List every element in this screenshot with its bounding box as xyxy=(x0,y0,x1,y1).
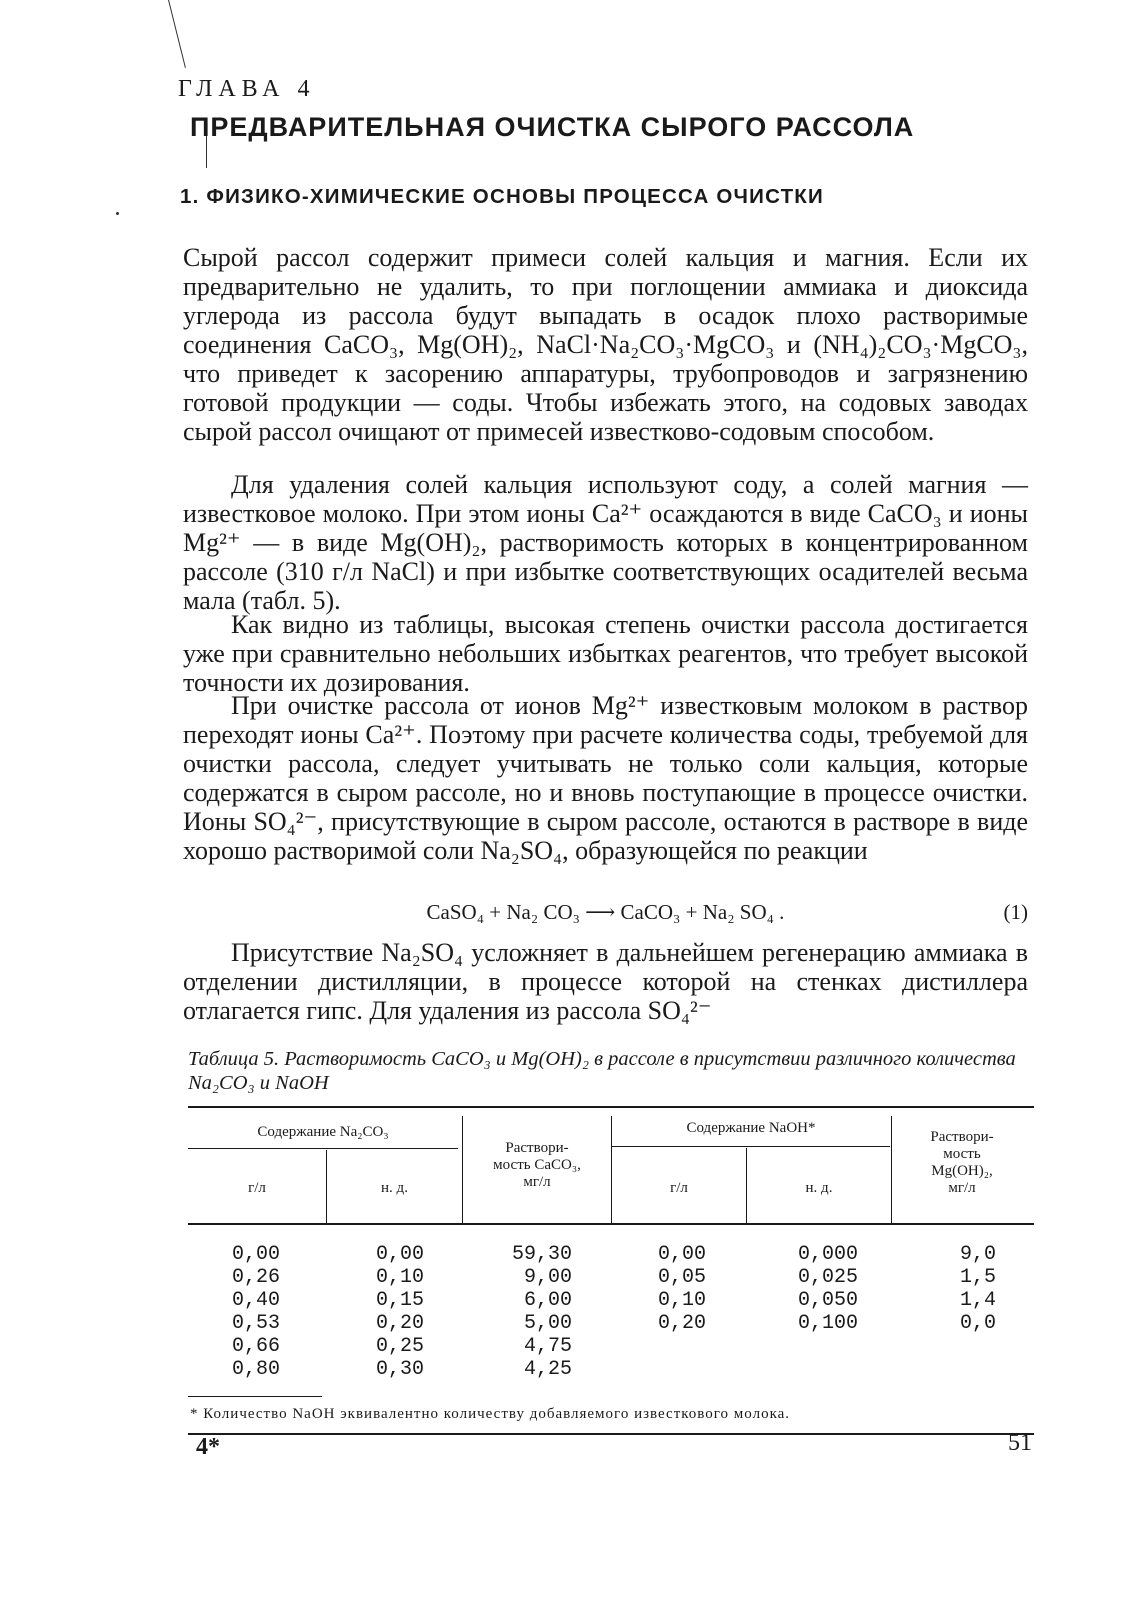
paragraph-text: При очистке рассола от ионов Mg²⁺ известковым молоком в раствор переходят ионы Ca²⁺. Поэтому при расчете количества соды, требуемой для очистки рассола, следует учитывать не только соли кальция, которые содержатся в сыром рассоле, но и вновь поступающие в процессе очистки. Ионы SO₄²⁻, присутствующие в сыром рассоле, остаются в растворе в виде хорошо растворимой соли Na₂SO₄, образующейся по реакции xyxy=(183,691,1028,865)
signature-mark: 4* xyxy=(196,1434,220,1460)
table-header-rule xyxy=(188,1223,1034,1225)
table-cell: 0,20 xyxy=(375,1312,424,1335)
paragraph-text: Как видно из таблицы, высокая степень очистки рассола достигается уже при сравнительно небольших избытках реагентов, что требует высокой точности их дозирования. xyxy=(183,610,1028,697)
table-cell: 5,00 xyxy=(523,1312,572,1335)
header-na2co3-gl: г/л xyxy=(248,1180,266,1196)
table-cell: 0,000 xyxy=(797,1243,858,1266)
group-underline-naoh xyxy=(612,1146,890,1147)
column-na2co3-gl xyxy=(196,1243,280,1381)
table-cell: 0,00 xyxy=(231,1243,280,1266)
scan-artifact-dot xyxy=(116,212,119,215)
table-footnote: * Количество NaOH эквивалентно количеству добавляемого известкового молока. xyxy=(190,1406,791,1422)
table-cell: 0,26 xyxy=(231,1266,280,1289)
table-cell: 0,30 xyxy=(375,1358,424,1381)
table-cell: 0,100 xyxy=(797,1312,858,1335)
paragraph xyxy=(183,691,1028,865)
header-group-naoh: Содержание NaOH* xyxy=(686,1120,816,1136)
paragraph xyxy=(183,938,1028,1025)
section-title: 1. ФИЗИКО-ХИМИЧЕСКИЕ ОСНОВЫ ПРОЦЕССА ОЧИСТКИ xyxy=(180,185,824,208)
column-naoh-nd xyxy=(760,1243,858,1335)
table-cell: 0,0 xyxy=(959,1312,996,1335)
paragraph-text: Присутствие Na₂SO₄ усложняет в дальнейшем регенерацию аммиака в отделении дистилляции, в процессе которой на стенках дистиллера отлагается гипс. Для удаления из рассола SO₄²⁻ xyxy=(183,938,1028,1025)
table-footnote-rule xyxy=(188,1433,1034,1435)
table-caption: Таблица 5. Растворимость CaCO₃ и Mg(OH)₂ в рассоле в присутствии различного количества Na₂CO₃ и NaOH xyxy=(188,1048,1016,1094)
header-mgoh: Раствори- мость Mg(OH)₂, мг/л xyxy=(930,1129,994,1196)
table-cell: 1,5 xyxy=(959,1266,996,1289)
table-cell: 0,00 xyxy=(657,1243,706,1266)
table-cell: 0,66 xyxy=(231,1335,280,1358)
chapter-title: ПРЕДВАРИТЕЛЬНАЯ ОЧИСТКА СЫРОГО РАССОЛА xyxy=(190,112,915,142)
paragraph xyxy=(183,243,1028,446)
column-na2co3-nd xyxy=(340,1243,424,1381)
table-cell: 0,05 xyxy=(657,1266,706,1289)
table-cell: 0,40 xyxy=(231,1289,280,1312)
header-na2co3-nd: н. д. xyxy=(381,1180,408,1196)
group-underline-na2co3 xyxy=(188,1148,458,1149)
table-cell: 0,050 xyxy=(797,1289,858,1312)
paragraph xyxy=(183,470,1028,615)
header-caco3: Раствори- мость CaCO₃, мг/л xyxy=(493,1140,581,1190)
table-cell: 9,0 xyxy=(959,1243,996,1266)
table-cell: 6,00 xyxy=(523,1289,572,1312)
table-cell: 0,00 xyxy=(375,1243,424,1266)
table-cell: 4,25 xyxy=(523,1358,572,1381)
equation-number: (1) xyxy=(1003,900,1028,924)
paragraph-text: Сырой рассол содержит примеси солей кальция и магния. Если их предварительно не удалить, то при поглощении аммиака и диоксида углерода из рассола будут выпадать в осадок плохо растворимые соединения CaCO₃, Mg(OH)₂, NaCl·Na₂CO₃·MgCO₃ и (NH₄)₂CO₃·MgCO₃, что приведет к засорению аппаратуры, трубопроводов и загрязнению готовой продукции — соды. Чтобы избежать этого, на содовых заводах сырой рассол очищают от примесей известково-содовым способом. xyxy=(183,243,1028,446)
table-cell: 1,4 xyxy=(959,1289,996,1312)
header-naoh-gl: г/л xyxy=(670,1180,688,1196)
table-cell: 0,53 xyxy=(231,1312,280,1335)
paragraph-text: Для удаления солей кальция используют соду, а солей магния — известковое молоко. При этом ионы Ca²⁺ осаждаются в виде CaCO₃ и ионы Mg²⁺ — в виде Mg(OH)₂, растворимость которых в концентрированном рассоле (310 г/л NaCl) и при избытке соответствующих осадителей весьма мала (табл. 5). xyxy=(183,470,1028,615)
table-cell: 0,20 xyxy=(657,1312,706,1335)
table-cell: 9,00 xyxy=(523,1266,572,1289)
column-naoh-gl xyxy=(622,1243,706,1335)
column-mgoh xyxy=(920,1243,996,1335)
scan-artifact-line xyxy=(168,0,186,68)
table-cell: 0,80 xyxy=(231,1358,280,1381)
table-cell: 0,10 xyxy=(375,1266,424,1289)
table-cell: 59,30 xyxy=(511,1243,572,1266)
page-number: 51 xyxy=(1008,1430,1032,1456)
table-cell: 4,75 xyxy=(523,1335,572,1358)
column-caco3 xyxy=(468,1243,572,1381)
header-group-na2co3: Содержание Na₂CO₃ xyxy=(257,1124,389,1140)
table-cell: 0,15 xyxy=(375,1289,424,1312)
table-top-rule xyxy=(188,1106,1034,1108)
table-cell: 0,10 xyxy=(657,1289,706,1312)
table-cell: 0,25 xyxy=(375,1335,424,1358)
chapter-label: ГЛАВА 4 xyxy=(178,76,316,102)
equation: CaSO₄ + Na₂ CO₃ ⟶ CaCO₃ + Na₂ SO₄ . xyxy=(426,900,785,924)
paragraph xyxy=(183,610,1028,697)
table-cell: 0,025 xyxy=(797,1266,858,1289)
header-naoh-nd: н. д. xyxy=(805,1180,833,1196)
table-bottom-rule xyxy=(188,1396,322,1397)
